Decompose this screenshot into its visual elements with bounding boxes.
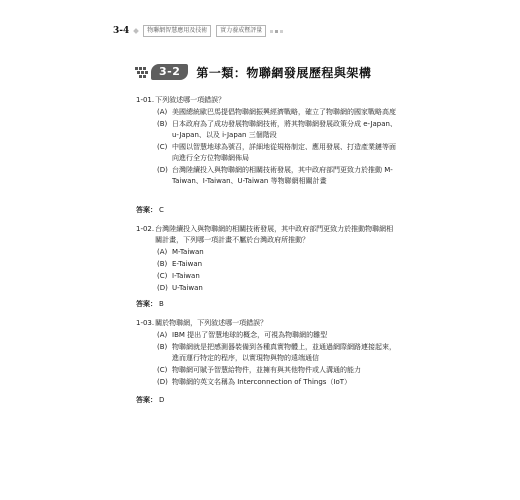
section-dots-icon: [135, 64, 149, 80]
question-stem: [136, 95, 398, 106]
section-title: 第一類：物聯網發展歷程與架構: [196, 65, 372, 80]
question-text: 台灣陸續投入與物聯網的相關技術發展，其中政府部門更致力於推動物聯網相關計畫，下列哪一項計畫不屬於台灣政府所推動？: [155, 225, 394, 244]
header-dots-icon: [270, 30, 283, 33]
question-number: 1-01.: [136, 96, 155, 104]
answer-1: [136, 205, 164, 215]
option-a: (A) M-Taiwan: [157, 248, 204, 256]
section-heading: [135, 64, 371, 80]
option-b: (B) 日本政府為了成功發展物聯網技術，將其物聯網發展政策分成 e-Japan、u-Japan、以及 i-Japan 三個階段: [157, 120, 397, 139]
answer-label: 答案：: [136, 396, 157, 404]
question-text: 關於物聯網，下列敘述哪一項錯誤？: [155, 319, 268, 327]
option-d: (D) U-Taiwan: [157, 284, 203, 292]
answer-2: [136, 299, 164, 309]
option-a: (A) 美國總統歐巴馬提倡物聯網振興經濟戰略，確立了物聯網的國家戰略高度: [157, 108, 396, 116]
question-1: [136, 95, 398, 188]
option-c: (C) I-Taiwan: [157, 272, 200, 280]
book-title: 物聯網智慧應用及技術: [143, 25, 211, 37]
answer-label: 答案：: [136, 300, 157, 308]
running-header: [113, 25, 283, 37]
option-list: [157, 247, 398, 294]
question-number: 1-02.: [136, 225, 155, 233]
question-text: 下列敘述哪一項錯誤？: [155, 96, 226, 104]
question-stem: [136, 224, 398, 246]
option-d: (D) 物聯網的英文名稱為 Interconnection of Things（IoT）: [157, 378, 352, 386]
option-a: (A) IBM 提出了智慧地球的概念，可視為物聯網的雛型: [157, 331, 328, 339]
option-c: (C) 物聯網可賦予智慧給物件，並擁有與其他物件或人溝通的能力: [157, 366, 361, 374]
answer-value: D: [159, 396, 165, 404]
answer-value: B: [159, 300, 164, 308]
answer-3: [136, 395, 164, 405]
option-b: (B) 物聯網就是把感測器裝備到各種真實物體上，並通過網際網路連接起來，進而運行特定的程序，以實現物與物的遠端通信: [157, 343, 396, 362]
option-b: (B) E-Taiwan: [157, 260, 203, 268]
option-c: (C) 中國以智慧地球為號召，詳細地從規格制定、應用發展、打造產業鏈等面向進行全方位物聯網佈局: [157, 143, 396, 162]
section-number-badge: 3-2: [151, 64, 188, 80]
question-3: [136, 318, 398, 389]
question-2: [136, 224, 398, 295]
option-list: [157, 330, 398, 388]
book-subtitle: 實力養成暨評量: [216, 25, 266, 37]
header-diamond-icon: [133, 28, 139, 34]
answer-label: 答案：: [136, 206, 157, 214]
option-list: [157, 107, 398, 187]
page-number: 3-4: [113, 26, 130, 36]
option-d: (D) 台灣陸續投入與物聯網的相關技術發展，其中政府部門更致力於推動 M-Taiwan、I-Taiwan、U-Taiwan 等物聯網相關計畫: [157, 166, 393, 185]
question-number: 1-03.: [136, 319, 155, 327]
answer-value: C: [159, 206, 164, 214]
question-stem: [136, 318, 398, 329]
